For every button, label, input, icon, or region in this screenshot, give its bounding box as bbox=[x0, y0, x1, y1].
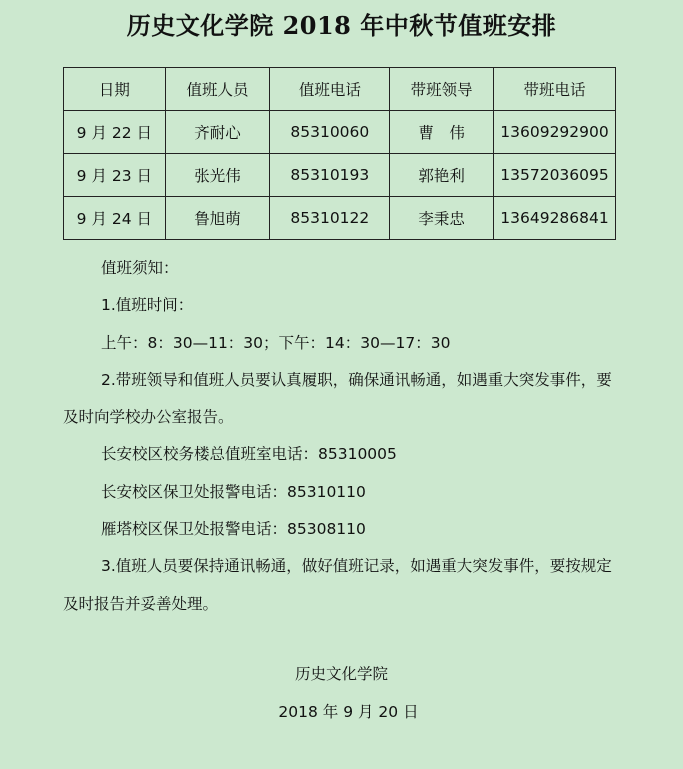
notes-item1-time: 上午：8：30—11：30；下午：14：30—17：30 bbox=[101, 333, 451, 352]
notes-item1-title: 1.值班时间： bbox=[101, 296, 194, 315]
cell-duty-staff: 鲁旭萌 bbox=[165, 197, 270, 240]
cell-date: 9 月 22 日 bbox=[64, 111, 166, 154]
cell-leader: 曹 伟 bbox=[390, 111, 494, 154]
notes-heading: 值班须知： bbox=[101, 259, 179, 277]
signature-org: 历史文化学院 bbox=[294, 665, 388, 683]
table-row bbox=[64, 197, 616, 240]
table-row bbox=[64, 154, 616, 197]
phone-changan-security: 长安校区保卫处报警电话：85310110 bbox=[101, 482, 366, 501]
header-duty-phone: 值班电话 bbox=[270, 68, 390, 111]
notes-item3: 3.值班人员要保持通讯畅通，做好值班记录，如遇重大突发事件，要按规定及时报告并妥善处理。 bbox=[63, 557, 612, 613]
header-duty-staff: 值班人员 bbox=[165, 68, 270, 111]
header-leader: 带班领导 bbox=[390, 68, 494, 111]
cell-date: 9 月 24 日 bbox=[64, 197, 166, 240]
phone-changan-office: 长安校区校务楼总值班室电话：85310005 bbox=[101, 445, 397, 464]
table-row bbox=[64, 111, 616, 154]
cell-leader: 郭艳利 bbox=[390, 154, 494, 197]
cell-duty-staff: 张光伟 bbox=[165, 154, 270, 197]
cell-duty-phone: 85310193 bbox=[270, 154, 390, 197]
page-title: 历史文化学院 2018 年中秋节值班安排 bbox=[126, 11, 557, 40]
table-header-row bbox=[64, 68, 616, 111]
cell-duty-staff: 齐耐心 bbox=[165, 111, 270, 154]
header-leader-phone: 带班电话 bbox=[494, 68, 616, 111]
cell-duty-phone: 85310060 bbox=[270, 111, 390, 154]
duty-schedule-table bbox=[63, 67, 616, 240]
cell-leader: 李秉忠 bbox=[390, 197, 494, 240]
notes-item2: 2.带班领导和值班人员要认真履职，确保通讯畅通，如遇重大突发事件，要及时向学校办公室报告。 bbox=[63, 370, 612, 427]
header-date: 日期 bbox=[64, 68, 166, 111]
cell-leader-phone: 13609292900 bbox=[494, 111, 616, 154]
duty-notes bbox=[63, 250, 623, 623]
cell-duty-phone: 85310122 bbox=[270, 197, 390, 240]
signature-date: 2018 年 9 月 20 日 bbox=[278, 703, 419, 721]
cell-leader-phone: 13572036095 bbox=[494, 154, 616, 197]
cell-date: 9 月 23 日 bbox=[64, 154, 166, 197]
cell-leader-phone: 13649286841 bbox=[494, 197, 616, 240]
phone-yanta-security: 雁塔校区保卫处报警电话：85308110 bbox=[101, 520, 366, 539]
